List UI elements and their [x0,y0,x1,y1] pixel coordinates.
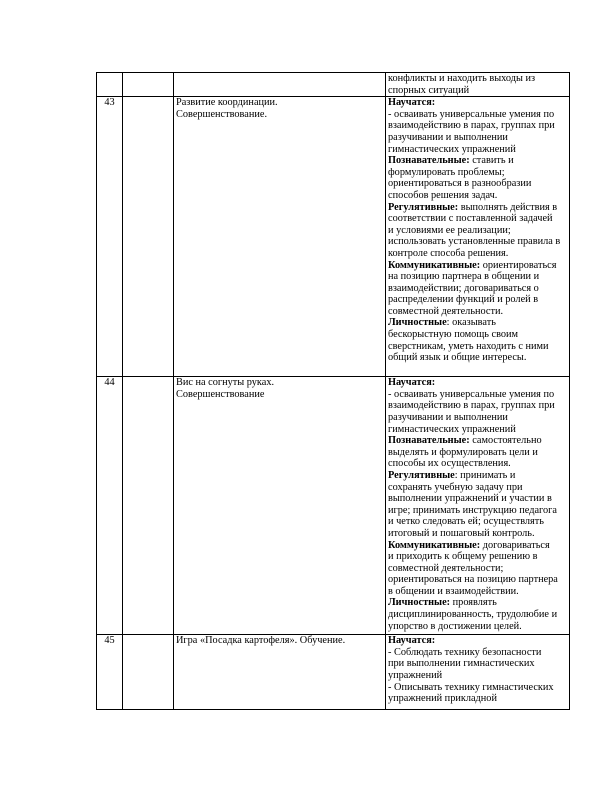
outcome-line: сверстникам, уметь находить с ними [388,340,549,352]
outcome-line: итоговый и пошаговый контроль. [388,527,535,539]
outcome-line: способов решения задач. [388,189,498,201]
outcomes-cell [386,97,570,377]
outcome-line: - Описывать технику гимнастических [388,681,554,693]
number-cell [97,73,123,97]
outcome-line: способы их осуществления. [388,458,511,470]
section-heading: Личностные: [388,597,451,609]
outcome-line: - Соблюдать технику безопасности [388,646,542,658]
topic-line: Развитие координации. [176,97,278,109]
table-row [97,635,570,710]
outcome-line: ставить и [472,155,514,167]
number-cell: 43 [97,97,123,377]
outcome-line: использовать установленные правила в [388,236,561,248]
outcome-line: гимнастических упражнений [388,423,516,435]
section-heading: Регулятивные: [388,201,459,213]
outcome-line: общий язык и общие интересы. [388,352,527,364]
empty-cell [123,97,174,377]
outcome-line: сохранять учебную задачу при [388,481,523,493]
section-heading: Научатся: [388,97,436,109]
topic-cell [174,73,386,97]
outcome-line: взаимодействии; договариваться о [388,282,539,294]
lesson-plan-table [96,72,570,710]
outcome-line: разучивании и выполнении [388,131,508,143]
outcome-line: гимнастических упражнений [388,143,516,155]
outcome-line: ориентироваться в разнообразии [388,178,532,190]
outcome-line: договариваться [482,539,550,551]
outcome-line: на позицию партнера в общении и [388,271,540,283]
outcome-line: ориентироваться [482,259,557,271]
outcome-line: конфликты и находить выходы из [388,73,536,84]
section-heading: Познавательные: [388,435,470,447]
outcomes-cell [386,377,570,635]
number-cell: 45 [97,635,123,710]
number-cell: 44 [97,377,123,635]
topic-line: Совершенствование [176,388,265,400]
section-heading: Коммуникативные: [388,259,481,271]
outcome-line: формулировать проблемы; [388,166,505,178]
empty-cell [123,377,174,635]
outcome-line: соответствии с поставленной задачей [388,213,553,225]
outcome-line: распределении функций и ролей в [388,294,539,306]
outcome-line: и условиями ее реализации; [388,224,511,236]
outcome-line: при выполнении гимнастических [388,658,535,670]
section-heading: Коммуникативные: [388,539,481,551]
outcome-line: выполнении упражнений и участии в [388,493,552,505]
outcome-line: : оказывать [446,317,496,329]
section-heading: Научатся: [388,635,436,647]
outcome-line: дисциплинированность, трудолюбие и [388,609,558,621]
section-heading: Познавательные: [388,155,470,167]
outcome-line: упорство в достижении целей. [388,620,522,632]
outcome-line: совместной деятельности. [388,305,504,317]
section-heading: Личностные [388,317,447,329]
topic-cell [174,377,386,635]
outcome-line: бескорыстную помощь своим [388,329,519,341]
outcomes-cell [386,73,570,97]
empty-cell [123,73,174,97]
outcome-line: игре; принимать инструкцию педагога [388,504,557,516]
outcome-line: упражнений [388,669,443,681]
section-heading: Научатся: [388,377,436,389]
topic-line: Совершенствование. [176,108,268,120]
outcome-line: самостоятельно [472,435,542,447]
outcome-line: взаимодействию в парах, группах при [388,400,555,412]
outcome-line: - осваивать универсальные умения по [388,108,555,120]
empty-cell [123,635,174,710]
outcome-line: и четко следовать ей; осуществлять [388,516,544,528]
outcome-line: - осваивать универсальные умения по [388,388,555,400]
outcome-line: взаимодействию в парах, группах при [388,120,555,132]
topic-line: Игра «Посадка картофеля». Обучение. [176,635,346,647]
outcome-line: выполнять действия в [460,201,558,213]
outcome-line: спорных ситуаций [388,84,470,96]
table-row [97,377,570,635]
outcome-line: контроле способа решения. [388,247,509,259]
table-row [97,73,570,97]
outcome-line: выделять и формулировать цели и [388,446,538,458]
outcome-line: в общении и взаимодействии. [388,585,519,597]
outcome-line: проявлять [452,597,497,609]
outcome-line: : принимать и [454,469,516,481]
topic-line: Вис на согнуты руках. [176,377,275,389]
outcome-line: совместной деятельности; [388,562,504,574]
outcome-line: и приходить к общему решению в [388,551,538,563]
outcome-line: ориентироваться на позицию партнера [388,574,558,586]
topic-cell [174,97,386,377]
section-heading: Регулятивные [388,469,455,481]
outcome-line: упражнений прикладной [388,693,497,705]
outcomes-cell [386,635,570,710]
outcome-line: разучивании и выполнении [388,411,508,423]
topic-cell [174,635,386,710]
table-row [97,97,570,377]
